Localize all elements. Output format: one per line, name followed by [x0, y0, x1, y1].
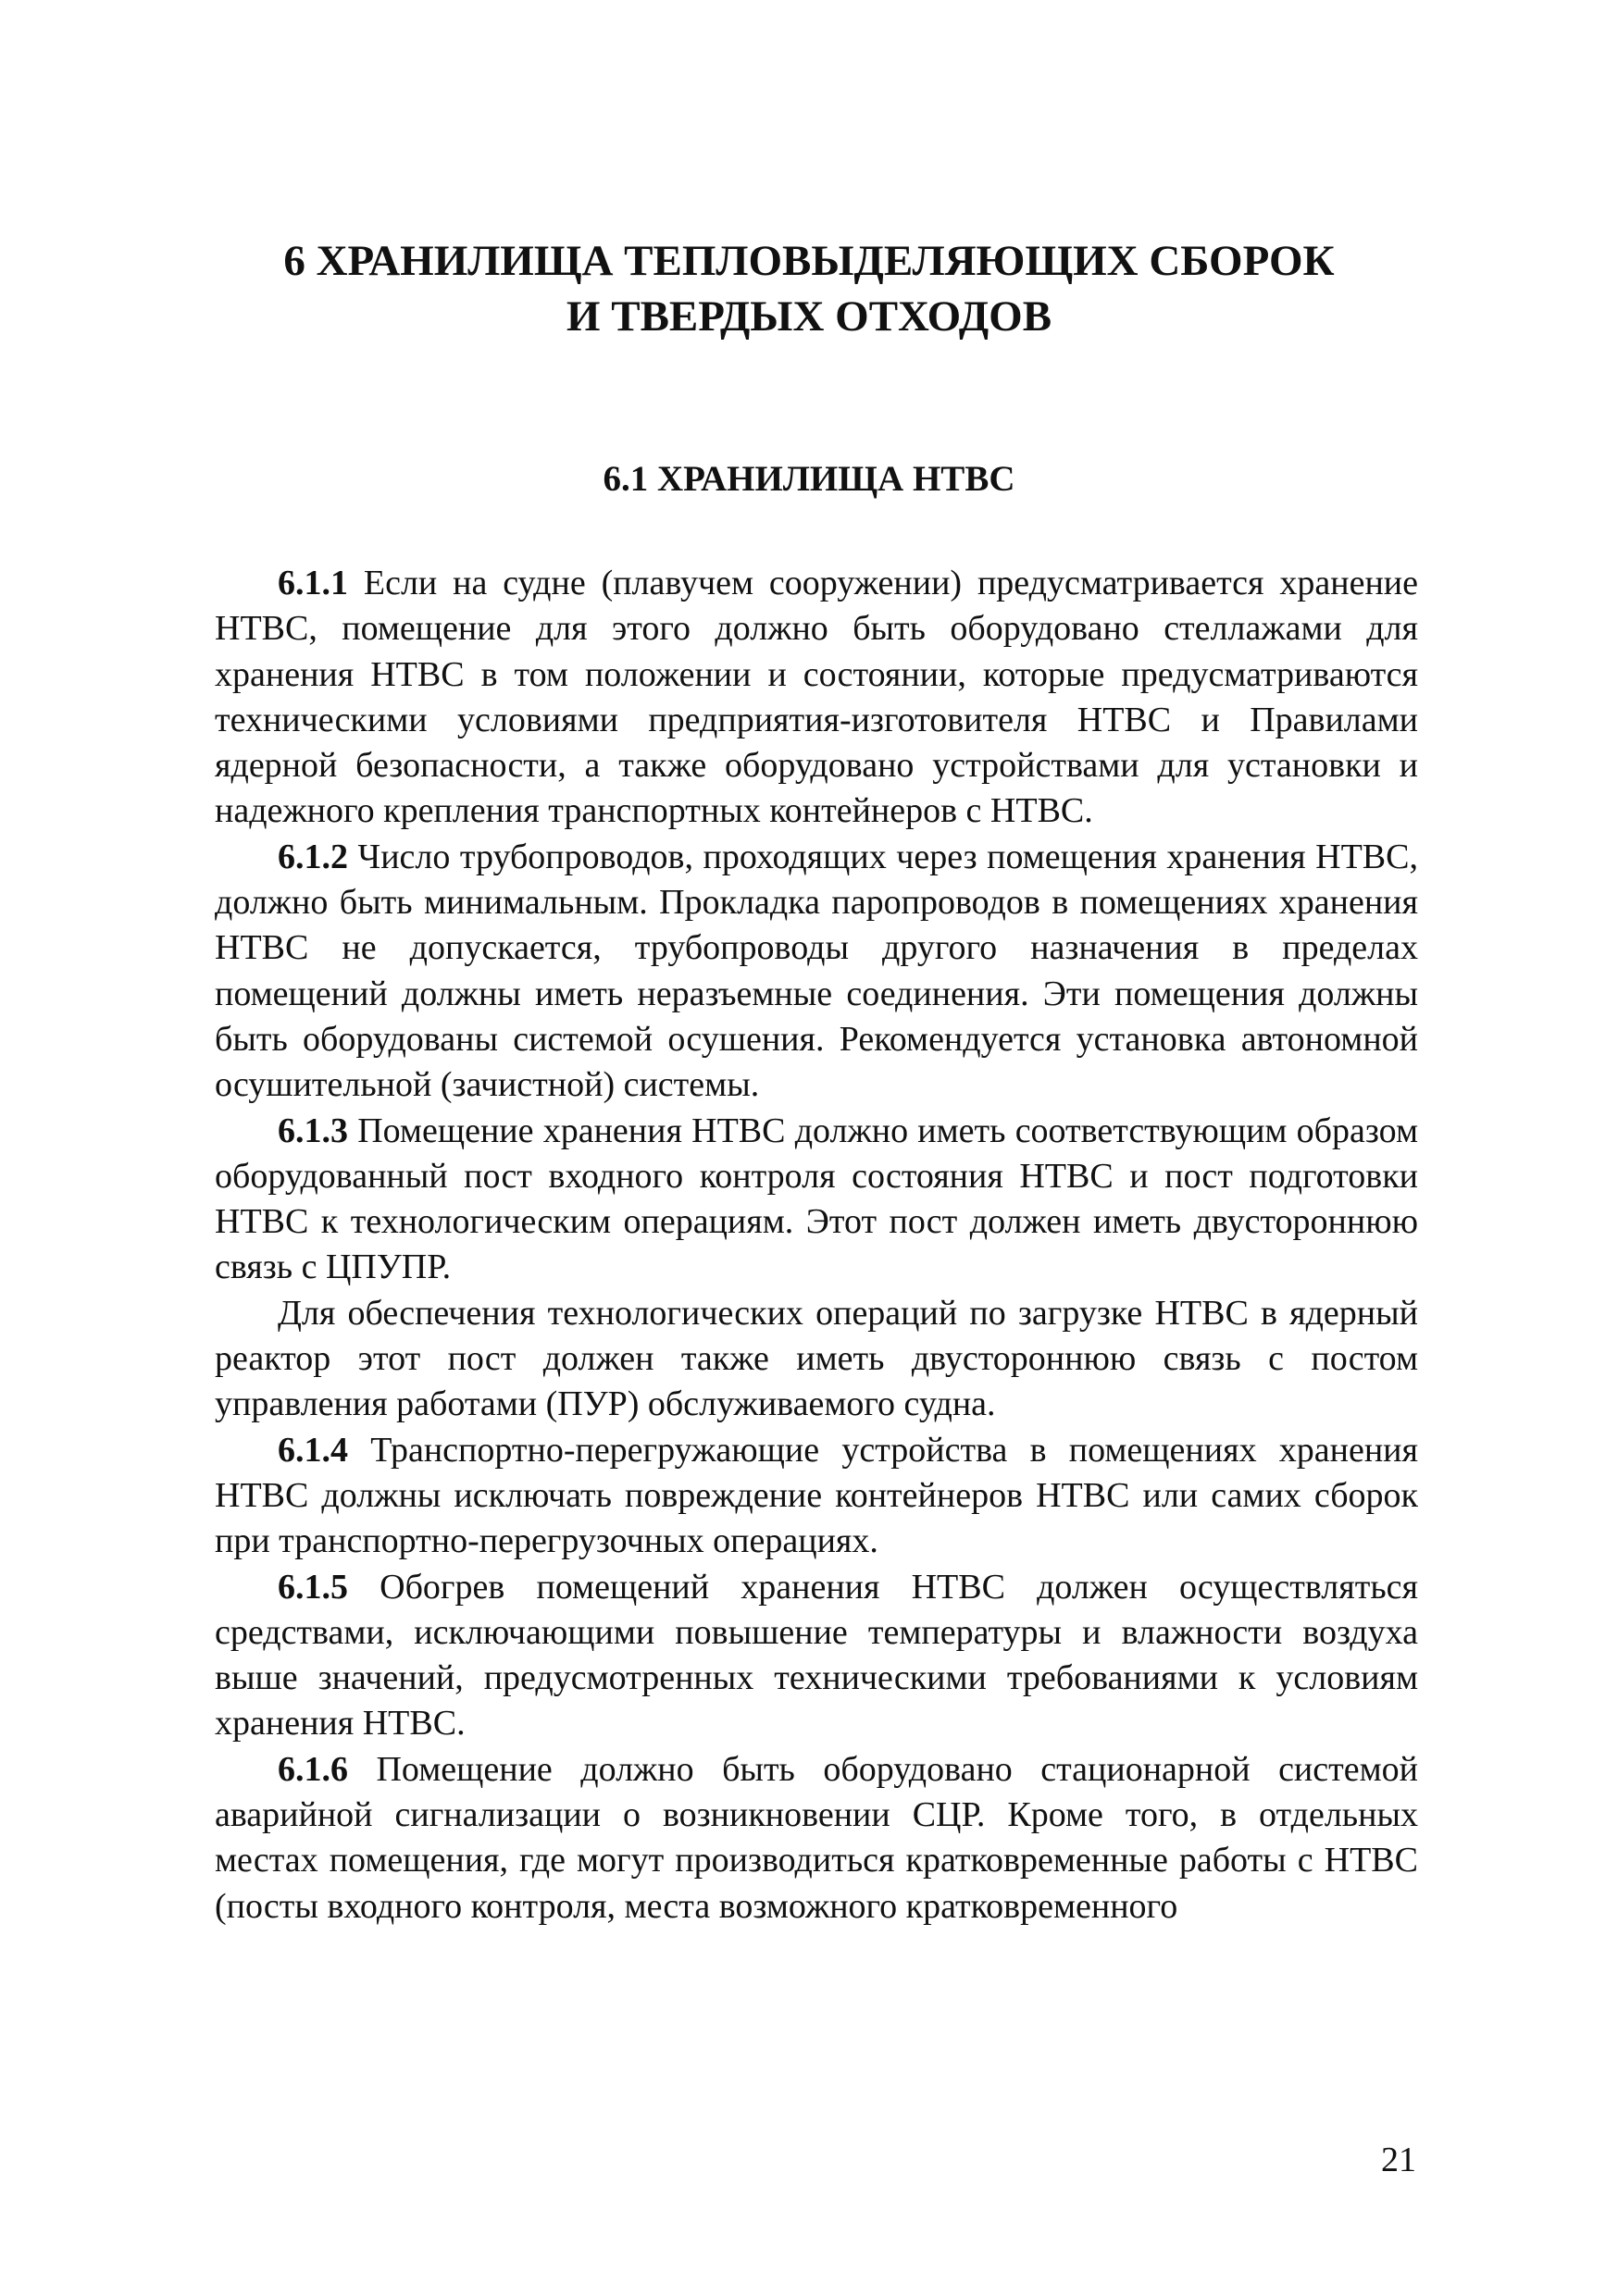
paragraph-text: Помещение должно быть оборудовано стационарной системой аварийной сигнализации о возникновении СЦР. Кроме того, в отдельных местах помещения, где могут производиться кратковременные работы с НТВС (посты входного контроля, места возможного кратковременного [215, 1749, 1418, 1926]
chapter-title-line-1: 6 ХРАНИЛИЩА ТЕПЛОВЫДЕЛЯЮЩИХ СБОРОК [283, 237, 1335, 285]
chapter-title-line-2: И ТВЕРДЫХ ОТХОДОВ [566, 292, 1052, 341]
paragraph-number: 6.1.5 [278, 1567, 348, 1607]
paragraph-6-1-5 [215, 1565, 1418, 1747]
paragraph-number: 6.1.6 [278, 1749, 348, 1789]
paragraph-text: Если на судне (плавучем сооружении) предусматривается хранение НТВС, помещение для этого должно быть оборудовано стеллажами для хранения НТВС в том положении и состоянии, которые предусматриваются техническими условиями предприятия-изготовителя НТВС и Правилами ядерной безопасности, а также оборудовано устройствами для установки и надежного крепления транспортных контейнеров с НТВС. [215, 564, 1418, 831]
paragraph-6-1-1 [215, 561, 1418, 835]
body-text [215, 561, 1418, 1930]
chapter-title [185, 233, 1433, 344]
paragraph-text: Обогрев помещений хранения НТВС должен осуществляться средствами, исключающими повышение температуры и влажности воздуха выше значений, предусмотренных техническими требованиями к условиям хранения НТВС. [215, 1567, 1418, 1744]
paragraph-text: Для обеспечения технологических операций по загрузке НТВС в ядерный реактор этот пост должен также иметь двустороннюю связь с постом управления работами (ПУР) обслуживаемого судна. [215, 1293, 1418, 1424]
paragraph-text: Транспортно-перегружающие устройства в помещениях хранения НТВС должны исключать повреждение контейнеров НТВС или самих сборок при транспортно-перегрузочных операциях. [215, 1430, 1418, 1561]
paragraph-number: 6.1.2 [278, 837, 348, 876]
paragraph-6-1-3 [215, 1109, 1418, 1291]
paragraph-text: Помещение хранения НТВС должно иметь соответствующим образом оборудованный пост входного контроля состояния НТВС и пост подготовки НТВС к технологическим операциям. Этот пост должен иметь двустороннюю связь с ЦПУПР. [215, 1111, 1418, 1287]
paragraph-6-1-3-continued [215, 1291, 1418, 1428]
paragraph-6-1-6 [215, 1747, 1418, 1930]
paragraph-number: 6.1.3 [278, 1111, 348, 1150]
paragraph-text: Число трубопроводов, проходящих через помещения хранения НТВС, должно быть минимальным. Прокладка паропроводов в помещениях хранения НТВС не допускается, трубопроводы другого назначения в пределах помещений должны иметь неразъемные соединения. Эти помещения должны быть оборудованы системой осушения. Рекомендуется установка автономной осушительной (зачистной) системы. [215, 837, 1418, 1105]
page-number: 21 [1381, 2141, 1416, 2179]
paragraph-6-1-2 [215, 835, 1418, 1109]
paragraph-number: 6.1.4 [278, 1430, 348, 1470]
section-title: 6.1 ХРАНИЛИЩА НТВС [603, 459, 1015, 499]
paragraph-6-1-4 [215, 1428, 1418, 1565]
paragraph-number: 6.1.1 [278, 564, 348, 602]
